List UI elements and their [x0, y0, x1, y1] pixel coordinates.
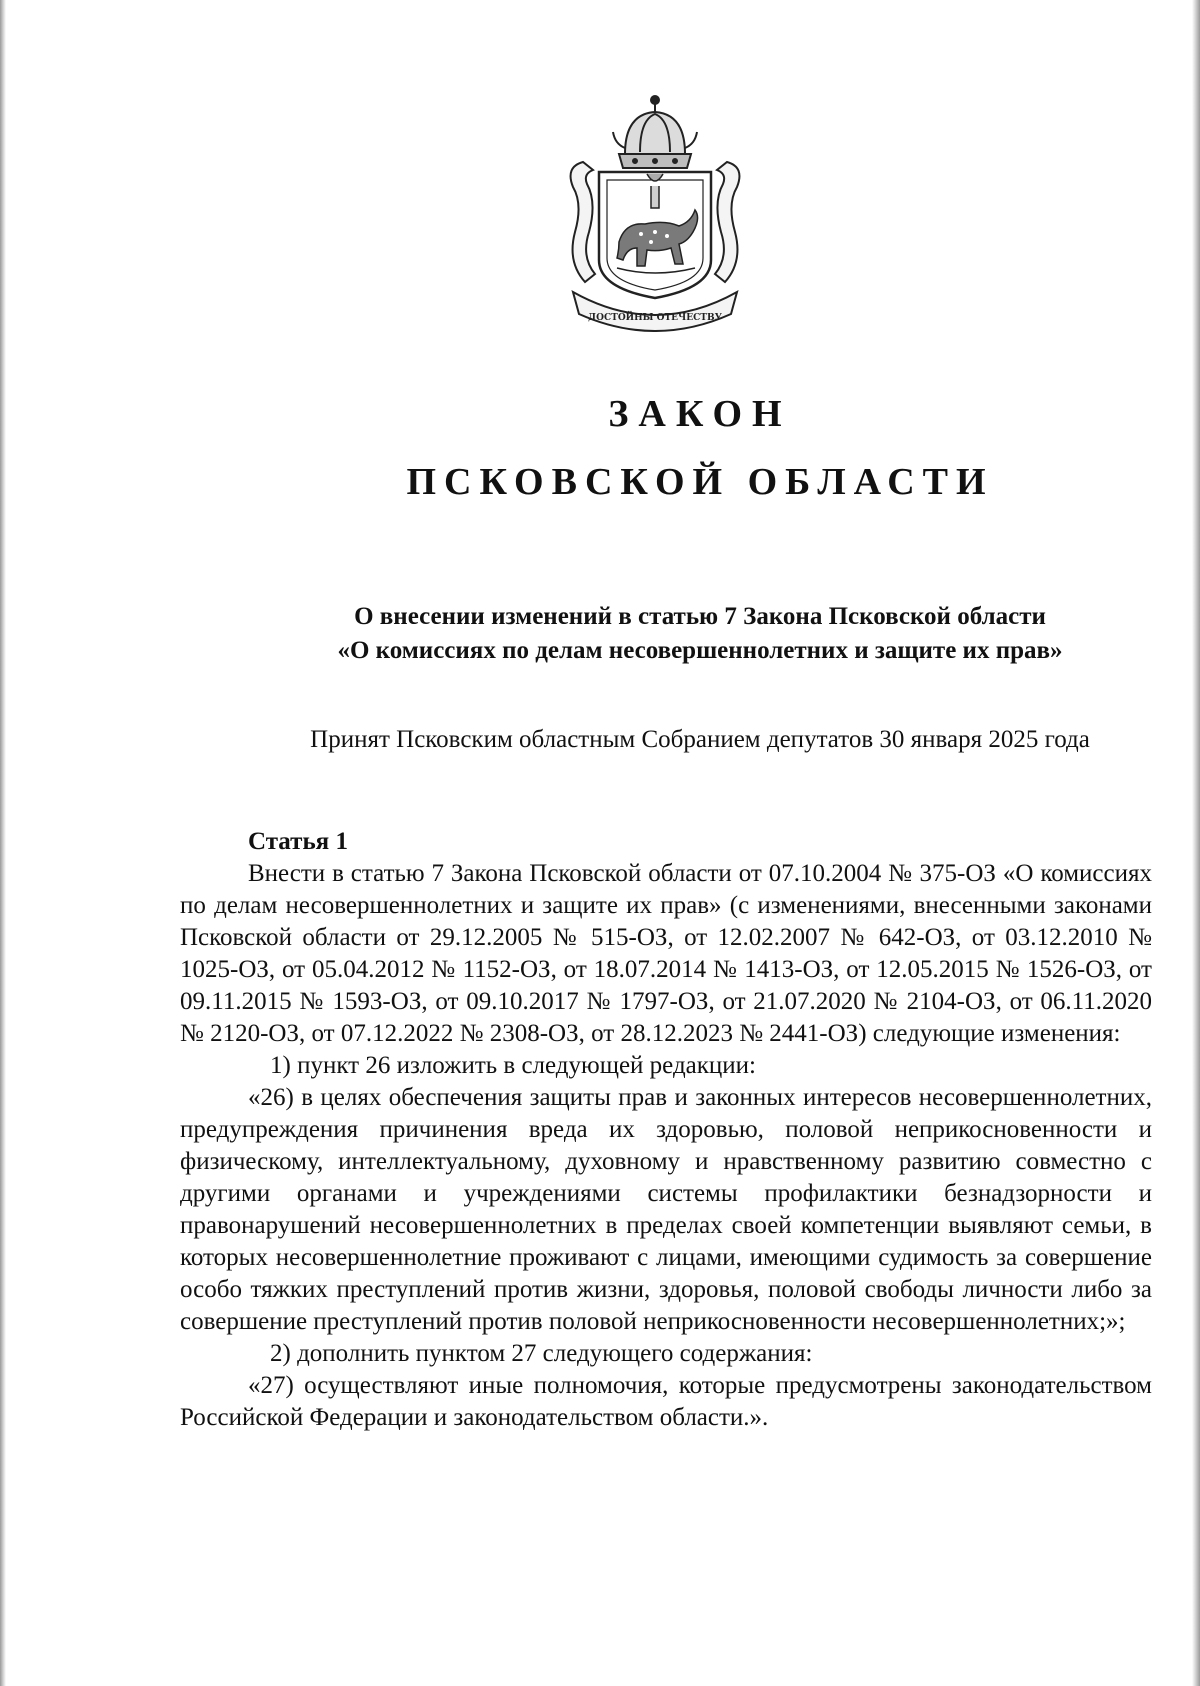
scan-edge-right: [1192, 0, 1200, 1686]
motto-text: ДОСТОЙНЫ ОТЕЧЕСТВУ: [588, 313, 722, 323]
item-1-heading: 1) пункт 26 изложить в следующей редакции:: [270, 1052, 756, 1079]
scan-edge-left: [0, 0, 6, 1686]
crown-icon: [613, 96, 697, 168]
item-2-heading: 2) дополнить пунктом 27 следующего содержания:: [270, 1340, 813, 1367]
law-name-line-2: «О комиссиях по делам несовершеннолетних и защите их прав»: [337, 637, 1063, 664]
coat-of-arms-emblem: [555, 92, 755, 332]
law-title: ЗАКОН: [608, 393, 792, 435]
adoption-statement: Принят Псковским областным Собранием депутатов 30 января 2025 года: [310, 726, 1090, 753]
law-name: [0, 600, 1200, 668]
law-name-line-1: О внесении изменений в статью 7 Закона Псковской области: [354, 603, 1046, 630]
item-1-text: «26) в целях обеспечения защиты прав и законных интересов несовершеннолетних, предупреждения причинения вреда их здоровью, половой неприкосновенности и физическому, интеллектуальному, духовному и нравственному развитию совместно с другими органами и учреждениями системы профилактики безнадзорности и правонарушений несовершеннолетних в пределах своей компетенции выявляют семьи, в которых несовершеннолетние проживают с лицами, имеющими судимость за совершение особо тяжких преступлений против жизни, здоровья, половой свободы личности либо за совершение преступлений против половой неприкосновенности несовершеннолетних;»;: [180, 1084, 1152, 1335]
shield-icon: [599, 172, 711, 298]
article-intro-paragraph: Внести в статью 7 Закона Псковской области от 07.10.2004 № 375-ОЗ «О комиссиях по делам несовершеннолетних и защите их прав» (с изменениями, внесенными законами Псковской области от 29.12.2005 № 515-ОЗ, от 12.02.2007 № 642-ОЗ, от 03.12.2010 № 1025-ОЗ, от 05.04.2012 № 1152-ОЗ, от 18.07.2014 № 1413-ОЗ, от 12.05.2015 № 1526-ОЗ, от 09.11.2015 № 1593-ОЗ, от 09.10.2017 № 1797-ОЗ, от 21.07.2020 № 2104-ОЗ, от 06.11.2020 № 2120-ОЗ, от 07.12.2022 № 2308-ОЗ, от 28.12.2023 № 2441-ОЗ) следующие изменения:: [180, 860, 1152, 1047]
law-region-title: ПСКОВСКОЙ ОБЛАСТИ: [406, 461, 994, 503]
article-1-body: [180, 826, 1152, 1434]
article-heading: Статья 1: [248, 828, 348, 855]
item-2-text: «27) осуществляют иные полномочия, которые предусмотрены законодательством Российской Федерации и законодательством области.».: [180, 1372, 1152, 1431]
